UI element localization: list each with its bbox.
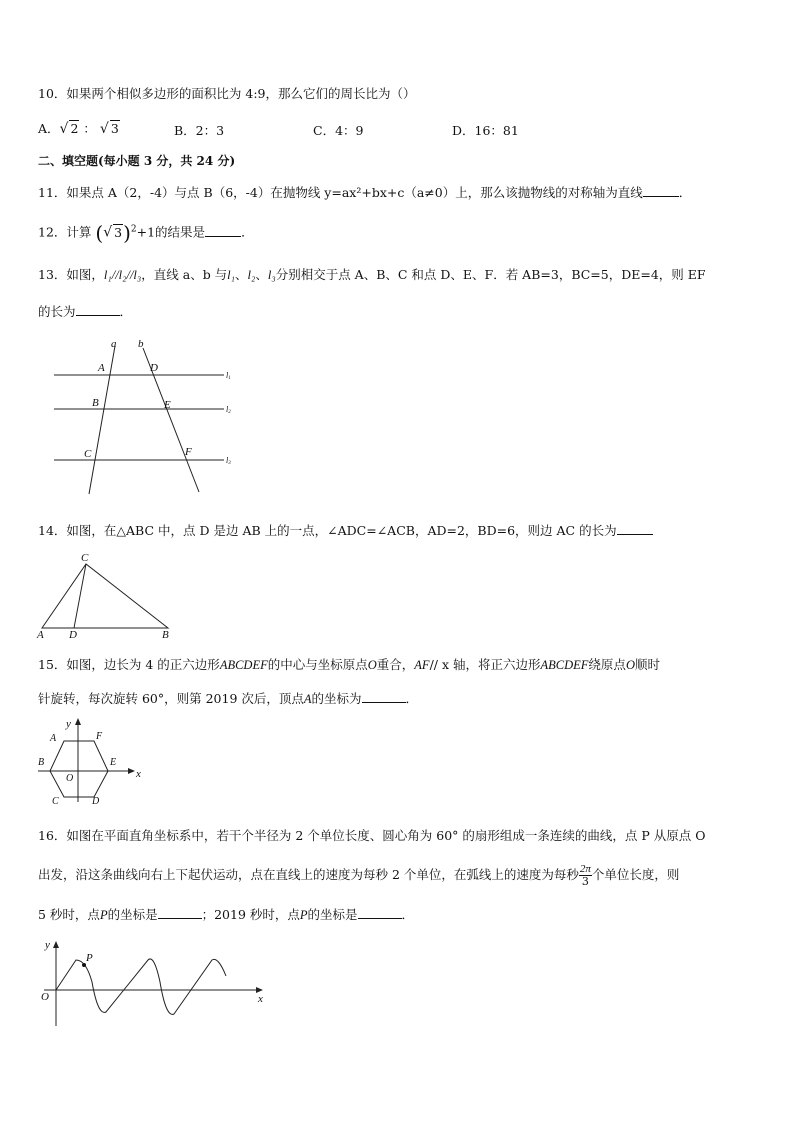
question-10-stem: 10．如果两个相似多边形的面积比为 4:9，那么它们的周长比为（）: [38, 86, 416, 101]
answer-blank: [76, 305, 120, 316]
question-13-line2: 的长为 ．: [38, 304, 133, 319]
question-13-line1: 13．如图，l₁//l₂//l₃，直线 a、b 与l₁、l₂、l₃分别相交于点 A、B、C 和点 D、E、F．若 AB=3，BC=5，DE=4，则 EF: [38, 267, 706, 282]
q10-option-c: C．4：9: [313, 123, 364, 138]
label-D: D: [150, 362, 158, 374]
y-axis-arrow: [53, 941, 59, 948]
label-B: B: [92, 397, 99, 409]
label-A: A: [50, 733, 57, 744]
question-14: 14．如图，在△ABC 中，点 D 是边 AB 上的一点，∠ADC=∠ACB，AD=2，BD=6，则边 AC 的长为: [38, 521, 653, 539]
label-O: O: [66, 773, 74, 784]
answer-blank: [358, 908, 402, 919]
answer-blank: [205, 226, 241, 237]
question-16-line2: 出发，沿这条曲线向右上下起伏运动，点在直线上的速度为每秒 2 个单位，在弧线上的速度为每秒 $\frac{2\pi}{3}$ 个单位长度，则: [38, 863, 680, 888]
label-l1: l1: [226, 371, 231, 381]
question-16-line1: 16．如图在平面直角坐标系中，若干个半径为 2 个单位长度、圆心角为 60° 的扇形组成一条连续的曲线，点 P 从原点 O: [38, 828, 706, 843]
label-C: C: [81, 552, 89, 564]
question-12: 12．计算 (√ 3)$^2$+1的结果是 ．: [38, 221, 254, 245]
label-x: x: [258, 993, 263, 1005]
hexagon: [50, 741, 108, 797]
label-D: D: [69, 629, 77, 640]
label-x: x: [136, 768, 141, 780]
label-E: E: [110, 757, 117, 768]
label-B: B: [38, 757, 45, 768]
x-axis-arrow: [128, 768, 135, 774]
answer-blank: [158, 908, 202, 919]
wave-curve: [56, 959, 226, 1014]
q10-option-d: D．16：81: [452, 123, 519, 138]
answer-blank: [362, 692, 406, 703]
question-15-line2: 针旋转，每次旋转 60°，则第 2019 次后，顶点A的坐标为 ．: [38, 691, 419, 706]
label-D: D: [92, 796, 100, 807]
label-E: E: [164, 399, 171, 411]
q16-curve-figure: [36, 932, 272, 1028]
label-F: F: [185, 446, 192, 458]
label-B: B: [162, 629, 169, 640]
label-P: P: [86, 952, 93, 964]
label-O: O: [41, 991, 49, 1003]
label-b: b: [138, 338, 144, 350]
label-y: y: [66, 718, 71, 730]
label-A: A: [98, 362, 105, 374]
question-15-line1: 15．如图，边长为 4 的正六边形ABCDEF的中心与坐标原点O重合，AF// x 轴，将正六边形ABCDEF绕原点O顺时: [38, 657, 660, 672]
section-2-title: 二、填空题(每小题 3 分，共 24 分): [38, 154, 236, 168]
q10-option-a: A．√ 2 ： √ 3: [38, 121, 119, 137]
q10-option-b: B．2：3: [174, 123, 225, 138]
label-F: F: [96, 731, 103, 742]
y-axis-arrow: [75, 718, 81, 725]
question-16-line3: 5 秒时，点P的坐标是 ；2019 秒时，点P的坐标是 ．: [38, 907, 415, 922]
q14-triangle-figure: [36, 548, 176, 640]
triangle-abc: [42, 564, 168, 628]
label-l3: l3: [226, 456, 231, 466]
question-11: 11．如果点 A（2，-4）与点 B（6，-4）在抛物线 y=ax²+bx+c（a≠0）上，那么该抛物线的对称轴为直线 ．: [38, 185, 692, 200]
q15-hexagon-figure: [36, 712, 146, 808]
q13-figure: [50, 334, 250, 500]
label-y: y: [45, 939, 50, 951]
answer-blank: [643, 186, 679, 197]
label-C: C: [84, 448, 92, 460]
label-l2: l2: [226, 405, 231, 415]
label-A: A: [37, 629, 44, 640]
label-C: C: [52, 796, 59, 807]
fraction-2pi-over-3: $\frac{2\pi}{3}$: [579, 863, 591, 888]
label-a: a: [111, 338, 117, 350]
answer-blank: [617, 524, 653, 535]
